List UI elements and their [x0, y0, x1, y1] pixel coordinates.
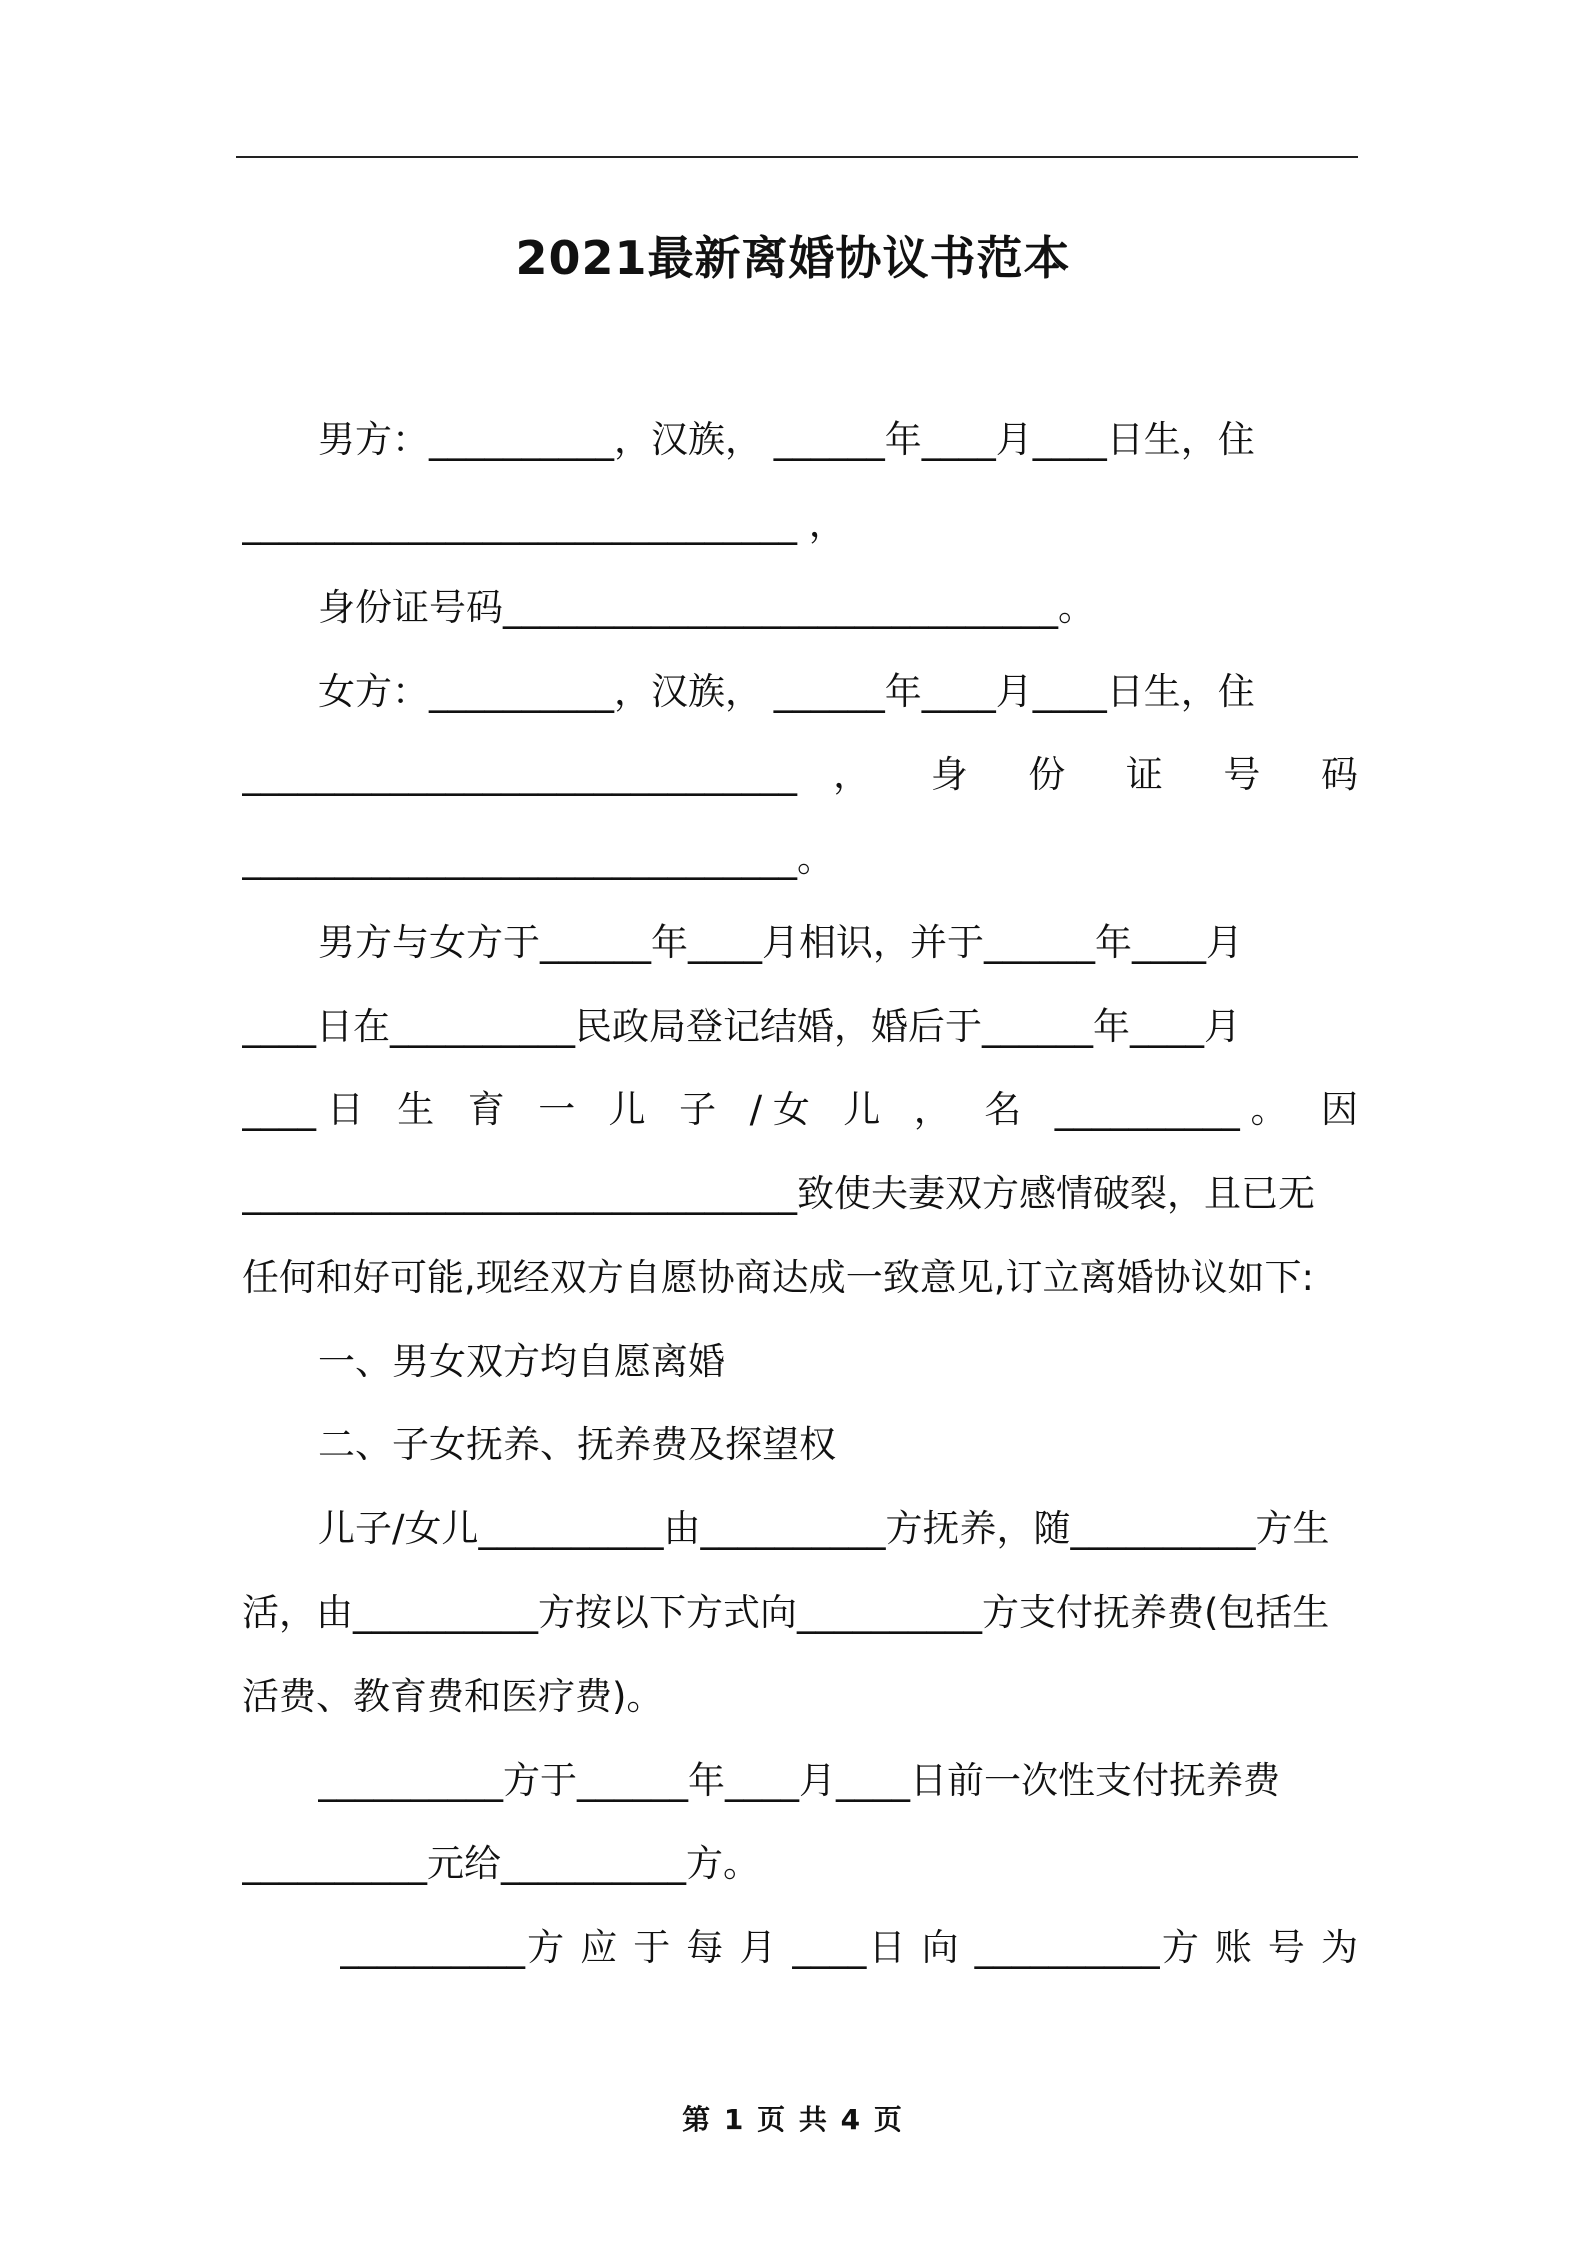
text-line: ______________________________。: [242, 837, 834, 880]
text-line: 活，由__________方按以下方式向__________方支付抚养费(包括生: [242, 1591, 1330, 1634]
text-line: 男方与女方于______年____月相识，并于______年____月: [318, 921, 1243, 964]
text-line: 任何和好可能,现经双方自愿协商达成一致意见,订立离婚协议如下:: [242, 1256, 1314, 1299]
text-line: 身份证号码______________________________。: [318, 586, 1095, 629]
text-line: ______________________________ ，: [242, 502, 846, 545]
text-line: ______________________________致使夫妻双方感情破裂，且已无: [242, 1172, 1315, 1215]
text-line: 女方：__________，汉族， ______年____月____日生，住: [318, 670, 1255, 713]
text-line: 男方：__________，汉族， ______年____月____日生，住: [318, 418, 1255, 461]
text-line: __________元给__________方。: [242, 1842, 760, 1885]
text-line: 活费、教育费和医疗费)。: [242, 1675, 664, 1718]
text-line: 儿子/女儿__________由__________方抚养，随__________方生: [318, 1507, 1330, 1550]
section-heading: 一、男女双方均自愿离婚: [318, 1340, 725, 1383]
header-rule: [236, 156, 1358, 158]
text-line: ______________________________ ， 身 份 证 号 码: [242, 753, 1358, 796]
text-line: ____日 生 育 一 儿 子 /女 儿 ， 名 __________。 因: [242, 1088, 1358, 1131]
page-number: 第 1 页 共 4 页: [682, 2103, 904, 2136]
section-heading: 二、子女抚养、抚养费及探望权: [318, 1423, 836, 1466]
text-line: ____日在__________民政局登记结婚，婚后于______年____月: [242, 1005, 1241, 1048]
text-line: __________方 应 于 每 月 ____日 向 __________方 账 号 为: [340, 1926, 1358, 1969]
document-title: 2021最新离婚协议书范本: [515, 231, 1071, 285]
text-line: __________方于______年____月____日前一次性支付抚养费: [318, 1759, 1280, 1802]
